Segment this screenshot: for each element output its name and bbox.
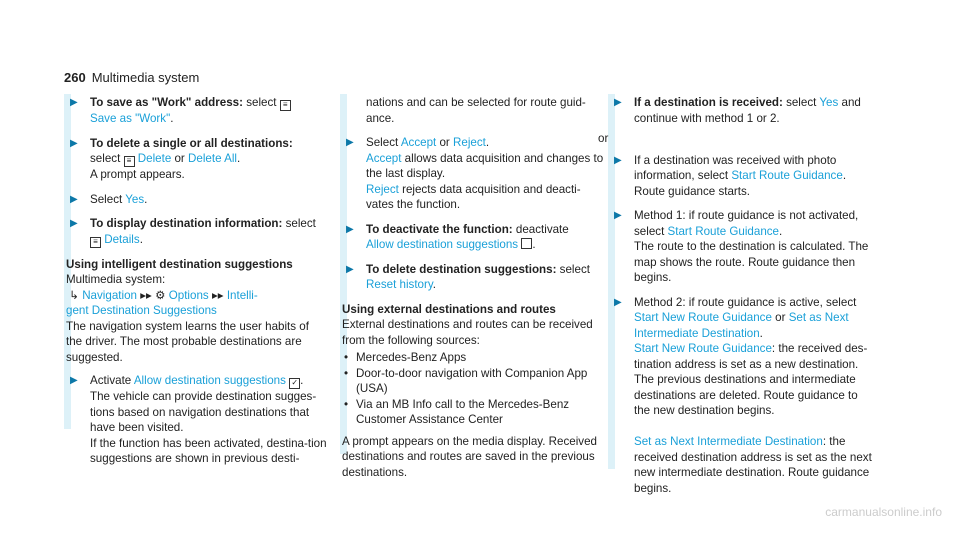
path-arrow-icon: ↳ [69,288,79,302]
navigation-link[interactable]: Navigation [82,288,137,302]
step-arrow-icon: ▶ [346,223,354,235]
page-number: 260 [64,70,86,85]
menu-icon: ≡ [90,237,101,248]
section-heading: Using external destinations and routes [342,302,556,316]
set-as-next-intermediate-option[interactable]: Set as Next Intermediate Destination [634,311,849,340]
step-save-work: ▶ To save as "Work" address: select ≡ Save as "Work". [66,95,328,127]
list-item: • Mercedes-Benz Apps [342,350,604,366]
continued-text: nations and can be selected for route guid-ance. [366,96,586,125]
page-title: Multimedia system [91,70,200,85]
menu-icon: ≡ [280,100,291,111]
reset-history-option[interactable]: Reset history [366,278,433,291]
forward-icon: ▸▸ [211,288,224,302]
column-3 [598,95,872,505]
page-header [64,70,199,85]
start-new-route-guidance-option[interactable]: Start New Route Guidance [634,311,772,324]
yes-option[interactable]: Yes [819,96,839,109]
step-details: ▶ To display destination information: select ≡ Details. [70,217,316,246]
set-as-next-intermediate-option[interactable]: Set as Next Intermediate Destination [634,435,823,448]
text: External destinations and routes can be received from the following sources: [342,318,593,347]
start-route-guidance-option[interactable]: Start Route Guidance [731,169,843,182]
details-option[interactable]: Details [104,232,140,246]
step-method-1: ▶ Method 1: if route guidance is not activated, select Start Route Guidance. The route to the destination is calculated. The map shows the route. Route guidance then begins. [614,209,869,284]
step-received: ▶ If a destination is received: select Yes and continue with method 1 or 2. [614,96,861,125]
step-arrow-icon: ▶ [70,375,78,386]
step-select-yes: ▶ Select Yes. [70,192,148,206]
section-heading: Using intelligent destination suggestions [66,257,293,271]
step-deactivate: ▶ To deactivate the function: deactivate Allow destination suggestions . [346,222,569,251]
list-item: • Door-to-door navigation with Companion App (USA) [342,366,604,397]
step-photo: ▶ If a destination was received with photo information, select Start Route Guidance. Route guidance starts. [614,153,847,198]
options-link[interactable]: Options [168,288,209,302]
start-route-guidance-option[interactable]: Start Route Guidance [667,224,780,238]
list-item: • Via an MB Info call to the Mercedes-Benz Customer Assistance Center [342,397,604,428]
save-as-work-option[interactable]: Save as "Work" [90,112,171,125]
step-arrow-icon: ▶ [346,263,354,275]
step-arrow-icon: ▶ [614,210,622,221]
gear-icon: ⚙ [155,288,166,302]
column-2 [342,95,604,480]
or-text: or [598,132,609,145]
reject-option[interactable]: Reject [453,136,486,149]
step-reset: ▶ To delete destination suggestions: select Reset history. [346,262,590,291]
text: Multimedia system: [66,273,166,286]
step-arrow-icon: ▶ [614,296,622,308]
watermark: carmanualsonline.info [825,505,942,519]
step-method-2: ▶ Method 2: if route guidance is active, select Start New Route Guidance or Set as Next Intermediate Destination. Start New Route Guidance: the received des-tination address is set as a new destination. The previous destinations and intermediate destinations are deleted. Route guidance to the new destination begins. Set as Next Intermediate Destination: the received destination address is set as the next new intermediate destination. Route guidance begins. [614,295,872,495]
step-arrow-icon: ▶ [70,218,78,229]
column-1 [66,95,328,476]
accept-option[interactable]: Accept [366,151,402,165]
step-arrow-icon: ▶ [70,193,78,205]
step-delete: ▶ To delete a single or all destinations: select ≡ Delete or Delete All. A prompt appears. [70,136,293,181]
text: A prompt appears on the media display. Received destinations and routes are saved in the previous destinations. [342,434,597,479]
step-arrow-icon: ▶ [346,137,354,148]
intelligent-link[interactable]: Intelli- [226,288,258,302]
delete-all-option[interactable]: Delete All [188,152,238,165]
accept-option[interactable]: Accept [400,136,437,149]
checkbox-checked-icon: ✓ [289,378,300,389]
intelligent-link-cont[interactable]: gent Destination Suggestions [66,304,217,317]
checkbox-empty-icon [521,238,532,249]
text: The navigation system learns the user habits of the driver. The most probable destinations are suggested. [66,319,309,364]
reject-option[interactable]: Reject [366,182,399,196]
delete-option[interactable]: Delete [137,152,172,165]
step-activate: ▶ Activate Allow destination suggestions ✓ . The vehicle can provide destination sugges-tions based on navigation destinations that have been visited. If the function has been activated, destina-tion suggestions are shown in previous desti- [70,374,327,465]
start-new-route-guidance-option[interactable]: Start New Route Guidance [634,342,772,355]
step-arrow-icon: ▶ [70,97,78,108]
yes-option[interactable]: Yes [125,192,145,206]
menu-icon: ≡ [124,156,135,167]
step-arrow-icon: ▶ [614,154,622,166]
step-arrow-icon: ▶ [70,137,78,149]
allow-suggestions-option[interactable]: Allow destination suggestions [133,374,286,387]
nav-path [66,288,328,319]
step-accept-reject: ▶ Select Accept or Reject. Accept allows data acquisition and changes to the last display. Reject rejects data acquisition and deacti-vates the function. [346,136,604,211]
allow-suggestions-option[interactable]: Allow destination suggestions [366,238,519,251]
forward-icon: ▸▸ [140,288,152,302]
step-arrow-icon: ▶ [614,97,622,108]
